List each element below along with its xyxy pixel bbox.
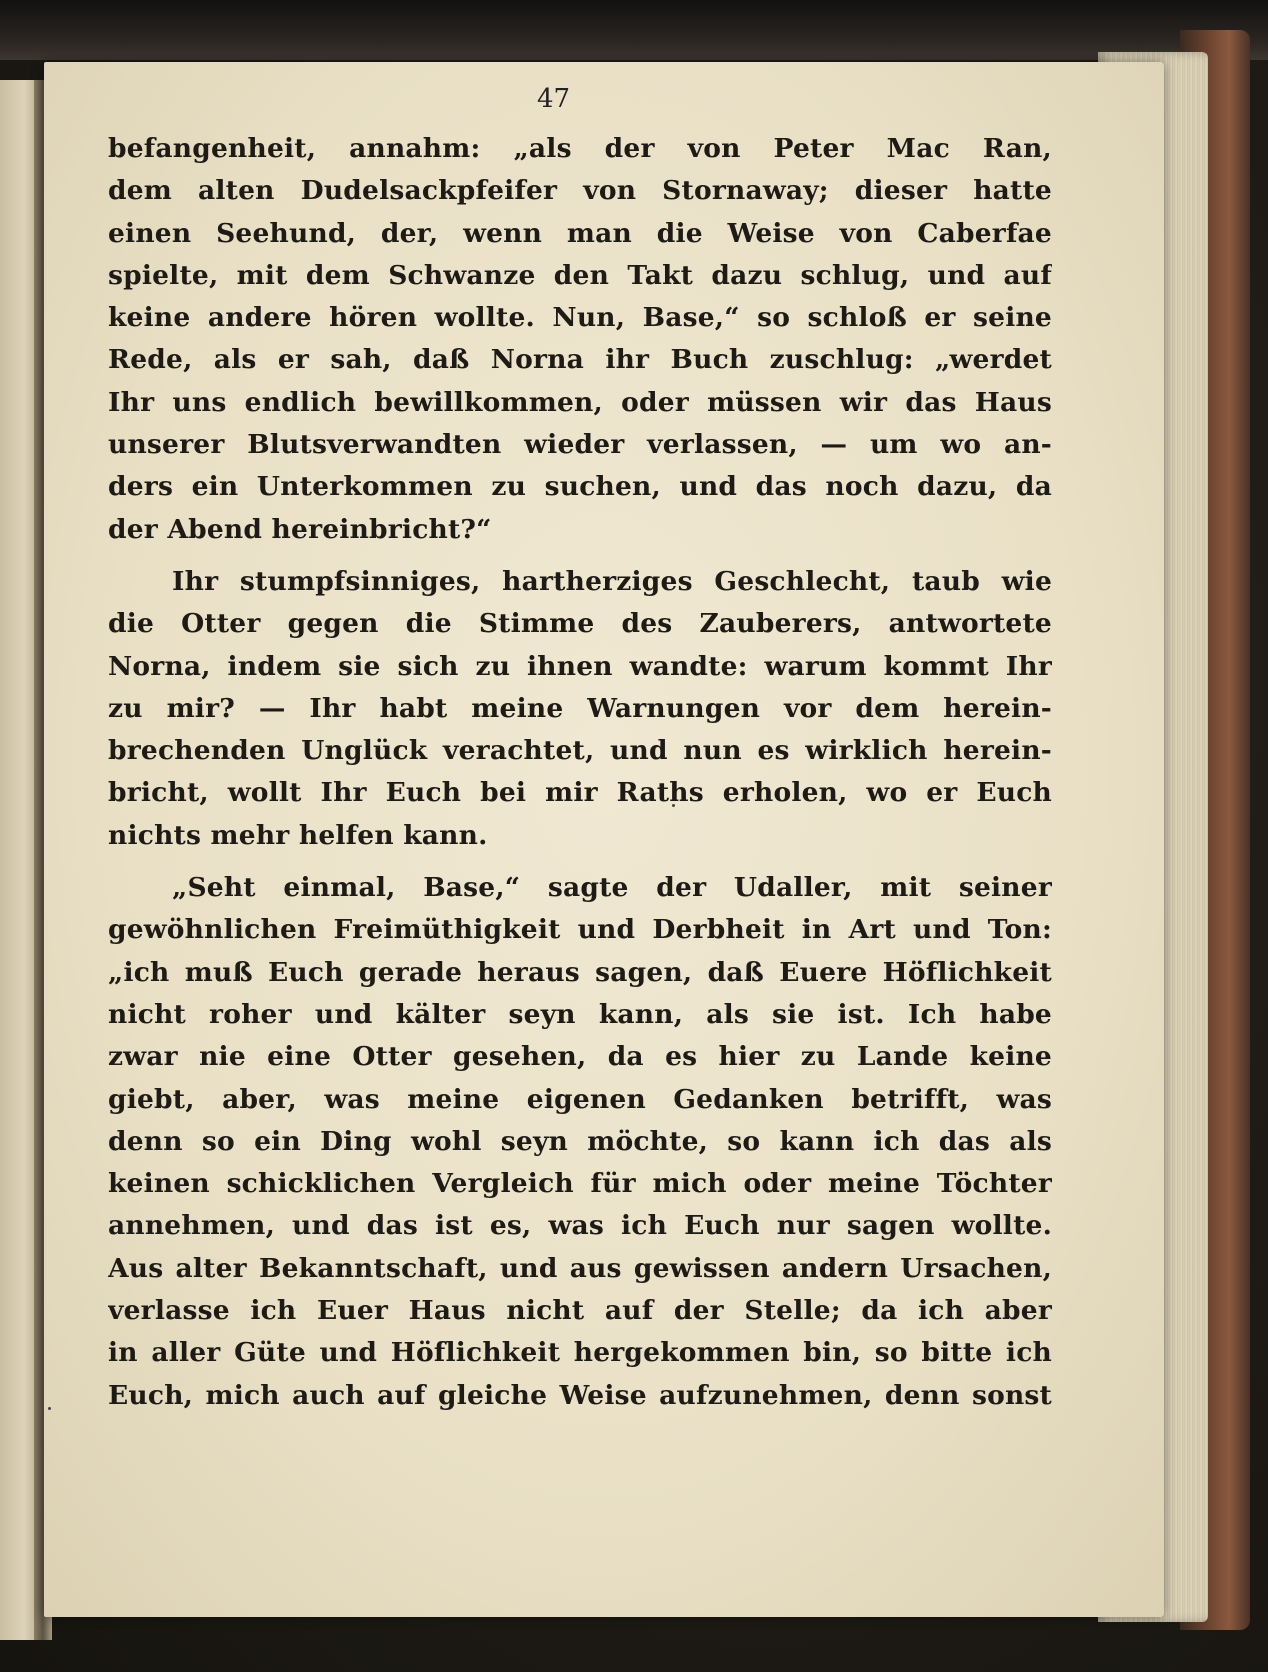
- text-line: „Seht einmal, Base,“ sagte der Udaller, mit seiner: [172, 872, 1052, 904]
- book-cover-top: [0, 0, 1268, 60]
- text-line: unserer Blutsverwandten wieder verlassen, — um wo an-: [108, 429, 1052, 461]
- text-line: Euch, mich auch auf gleiche Weise aufzunehmen, denn sonst: [108, 1379, 1052, 1411]
- text-line: ders ein Unterkommen zu suchen, und das noch dazu, da: [108, 471, 1052, 503]
- text-line: dem alten Dudelsackpfeifer von Stornaway; dieser hatte: [108, 175, 1052, 207]
- text-line: die Otter gegen die Stimme des Zauberers, antwortete: [108, 608, 1052, 640]
- text-line: verlasse ich Euer Haus nicht auf der Stelle; da ich aber: [108, 1295, 1052, 1327]
- page-text: [108, 128, 1052, 1417]
- text-line: Rede, als er sah, daß Norna ihr Buch zuschlug: „werdet: [108, 344, 1052, 376]
- text-line: zu mir? — Ihr habt meine Warnungen vor dem herein-: [108, 692, 1052, 724]
- page-number: 47: [537, 84, 571, 114]
- text-line: nichts mehr helfen kann.: [108, 819, 488, 851]
- paragraph: [108, 128, 1052, 551]
- text-line: gewöhnlichen Freimüthigkeit und Derbheit in Art und Ton:: [108, 914, 1052, 946]
- text-line: in aller Güte und Höflichkeit hergekommen bin, so bitte ich: [108, 1337, 1052, 1369]
- paragraph: [108, 867, 1052, 1417]
- text-line: keinen schicklichen Vergleich für mich oder meine Töchter: [108, 1168, 1052, 1200]
- text-line: Norna, indem sie sich zu ihnen wandte: warum kommt Ihr: [108, 650, 1052, 682]
- text-line: einen Seehund, der, wenn man die Weise von Caberfae: [108, 217, 1052, 249]
- text-line: der Abend hereinbricht?“: [108, 513, 492, 545]
- text-line: befangenheit, annahm: „als der von Peter Mac Ran,: [108, 133, 1052, 164]
- text-line: brechenden Unglück verachtet, und nun es wirklich herein-: [108, 735, 1052, 767]
- text-line: zwar nie eine Otter gesehen, da es hier zu Lande keine: [108, 1041, 1052, 1073]
- text-line: spielte, mit dem Schwanze den Takt dazu schlug, und auf: [108, 259, 1052, 291]
- text-line: denn so ein Ding wohl seyn möchte, so kann ich das als: [108, 1125, 1052, 1157]
- text-line: Aus alter Bekanntschaft, und aus gewissen andern Ursachen,: [108, 1252, 1052, 1284]
- text-line: giebt, aber, was meine eigenen Gedanken betrifft, was: [108, 1083, 1052, 1115]
- text-line: keine andere hören wollte. Nun, Base,“ so schloß er seine: [108, 302, 1052, 334]
- text-line: bricht, wollt Ihr Euch bei mir Raths erholen, wo er Euch: [108, 777, 1052, 809]
- text-line: annehmen, und das ist es, was ich Euch nur sagen wollte.: [108, 1210, 1052, 1242]
- text-line: Ihr uns endlich bewillkommen, oder müssen wir das Haus: [108, 386, 1052, 418]
- text-line: Ihr stumpfsinniges, hartherziges Geschlecht, taub wie: [172, 565, 1052, 597]
- text-line: „ich muß Euch gerade heraus sagen, daß Euere Höflichkeit: [108, 956, 1052, 988]
- paragraph: [108, 561, 1052, 857]
- text-line: nicht roher und kälter seyn kann, als sie ist. Ich habe: [108, 998, 1052, 1030]
